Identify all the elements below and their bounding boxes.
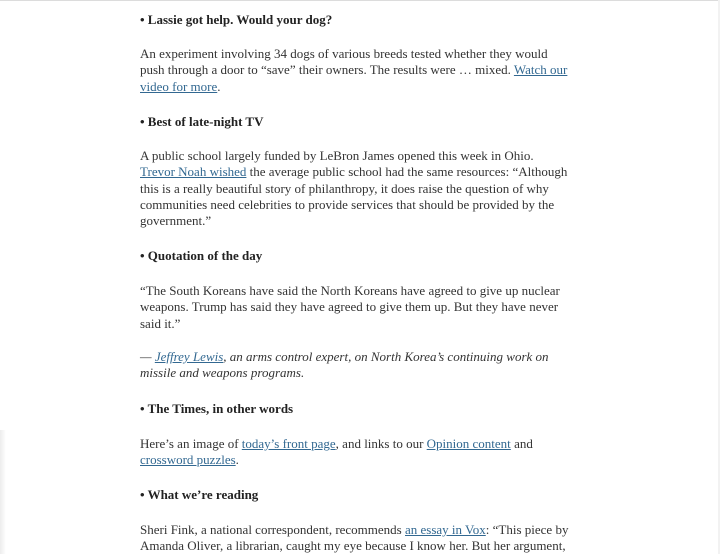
quotation-text: “The South Koreans have said the North Koreans have agreed to give up nuclear weapons. Trump has said they have agreed to give them up. But they have never said it.” <box>140 283 560 331</box>
paragraph-text: Sheri Fink, a national correspondent, recommends <box>140 522 405 537</box>
attribution-text: , an arms control expert, on North Korea’s continuing work on missile and weapons programs. <box>140 349 549 381</box>
paragraph-text: , and links to our <box>335 436 427 451</box>
section-paragraph-late-night <box>140 148 570 229</box>
paragraph-text: A public school largely funded by LeBron James opened this week in Ohio. <box>140 148 534 163</box>
paragraph-text: : “This piece by Amanda Oliver, a librarian, caught my eye because I know her. But her argument, <box>140 522 569 554</box>
section-paragraph-lassie <box>140 46 570 95</box>
left-edge-shadow <box>0 430 6 554</box>
section-heading-times-other-words: • The Times, in other words <box>140 401 294 416</box>
top-divider <box>0 0 720 1</box>
section-heading-quotation: • Quotation of the day <box>140 248 263 263</box>
watch-video-link[interactable]: Watch our video for more <box>140 62 568 94</box>
front-page-link[interactable]: today’s front page <box>241 436 336 451</box>
section-paragraph-what-were-reading <box>140 522 570 554</box>
vox-essay-link[interactable]: an essay in Vox <box>405 522 486 537</box>
section-paragraph-times-other-words <box>140 436 570 469</box>
quotation-attribution <box>140 349 570 382</box>
section-heading-late-night: • Best of late-night TV <box>140 114 264 129</box>
paragraph-text: An experiment involving 34 dogs of various breeds tested whether they would push through a door to “save” their owners. The results were … mixed. <box>140 46 548 78</box>
opinion-content-link[interactable]: Opinion content <box>426 436 511 451</box>
paragraph-text: . <box>217 78 221 94</box>
crossword-puzzles-link[interactable]: crossword puzzles <box>140 452 236 468</box>
paragraph-text: . <box>235 452 239 468</box>
paragraph-text: and <box>510 436 533 451</box>
section-heading-what-were-reading: • What we’re reading <box>140 487 259 502</box>
jeffrey-lewis-link[interactable]: Jeffrey Lewis <box>154 349 224 364</box>
attribution-dash: — <box>140 349 155 364</box>
paragraph-text: Here’s an image of <box>140 436 242 451</box>
paragraph-text: the average public school had the same resources: “Although this is a really beautiful story of philanthropy, it does raise the question of why communities need celebrities to provide services that should be provided by the government.” <box>140 164 568 229</box>
section-heading-lassie: • Lassie got help. Would your dog? <box>140 12 333 27</box>
trevor-noah-link[interactable]: Trevor Noah wished <box>140 164 247 180</box>
